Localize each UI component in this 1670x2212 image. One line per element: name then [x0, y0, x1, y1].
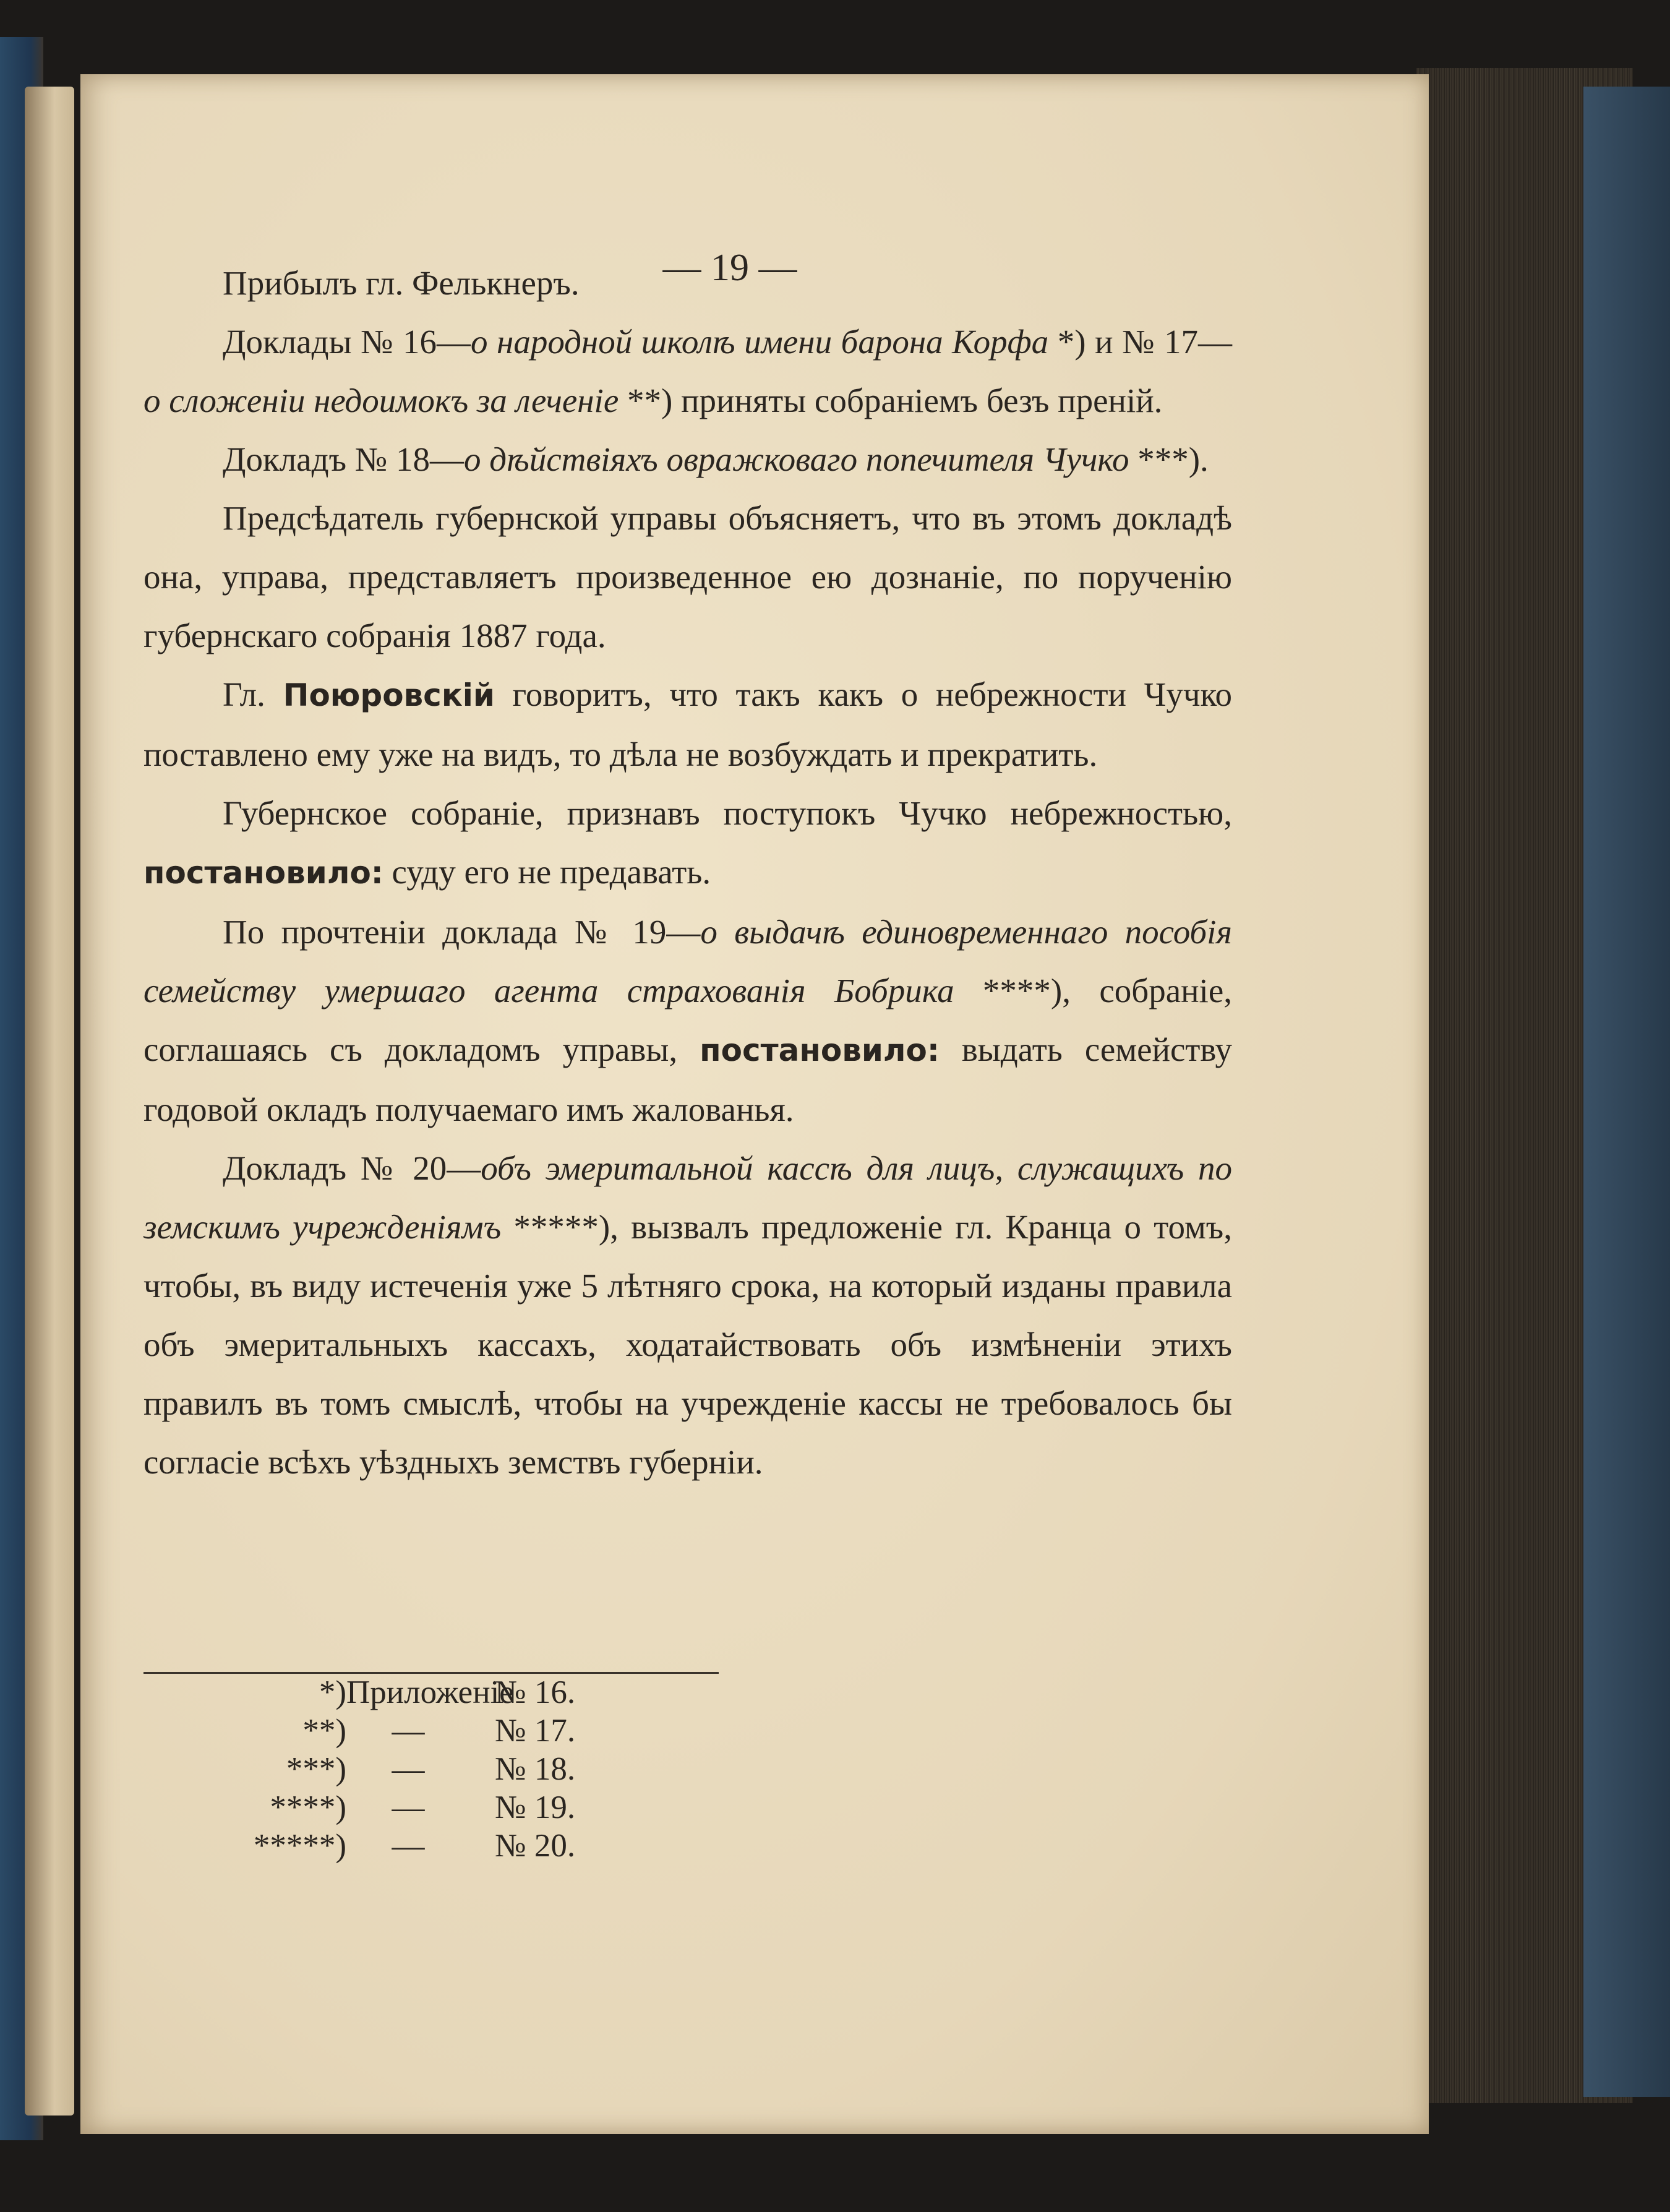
text-run: Гл. [223, 675, 283, 713]
paragraph-4: Предсѣдатель губернской управы объясняетъ, что въ этомъ докладѣ она, управа, представляетъ произведенное ею дознаніе, по порученію губернскаго собранія 1887 года. [143, 499, 1232, 654]
text-run: выдать семейству годовой окладъ получаемаго имъ жалованья. [143, 1031, 1233, 1128]
footnote-number: № 16. [495, 1674, 576, 1710]
italic-title: объ эмеритальной кассѣ для лицъ, служащихъ по земскимъ учрежденіямъ [143, 1149, 1232, 1246]
footnote-label: Приложеніе [346, 1674, 514, 1710]
footnote-label: — [392, 1790, 425, 1825]
text-run: суду его не предавать. [383, 853, 711, 891]
body-text [143, 254, 1232, 1491]
text-run: Доклады № 16— [223, 323, 471, 361]
bold-name: Поюровскій [283, 677, 495, 713]
paragraph-5 [143, 665, 1232, 784]
text-run: Докладъ № 18— [223, 440, 464, 478]
text-run: *) и № 17— [1048, 323, 1232, 361]
footnote-row [210, 1673, 631, 1712]
text-run: говоритъ, что такъ какъ о небрежности Чучко поставлено ему уже на видъ, то дѣла не возбуждать и прекратить. [143, 675, 1232, 773]
paragraph-1: Прибылъ гл. Фелькнеръ. [223, 264, 580, 302]
text-run: По прочтеніи доклада № 19— [223, 913, 701, 951]
paragraph-7 [143, 902, 1232, 1139]
italic-title: о народной школѣ имени барона Корфа [470, 323, 1049, 361]
page-number: — 19 — [662, 247, 797, 289]
text-run: Губернское собраніе, признавъ поступокъ Чучко небрежностью, [223, 794, 1232, 832]
footnotes [210, 1673, 631, 1865]
footnote-mark: ***) [286, 1751, 346, 1787]
bold-keyword: постановило: [143, 855, 383, 891]
footnote-label: — [392, 1828, 425, 1864]
text-run: Докладъ № 20— [223, 1149, 481, 1187]
text-run: **) приняты собраніемъ безъ преній. [619, 382, 1163, 419]
paragraph-8 [143, 1139, 1232, 1491]
footnote-number: № 20. [495, 1828, 576, 1864]
italic-title: о дѣйствіяхъ овражковаго попечителя Чучко [464, 440, 1129, 478]
footnote-number: № 17. [495, 1713, 576, 1749]
footnote-label: — [392, 1751, 425, 1787]
italic-title: о выдачѣ единовременнаго пособія семейству умершаго агента страхованія Бобрика [143, 913, 1232, 1010]
bold-keyword: постановило: [700, 1032, 940, 1068]
text-run: ****), собраніе, соглашаясь съ докладомъ управы, [143, 972, 1232, 1068]
paragraph-2 [143, 312, 1232, 430]
footnote-number: № 18. [495, 1751, 576, 1787]
right-cover [1583, 87, 1670, 2097]
footnote-row [210, 1788, 631, 1827]
footnote-row [210, 1712, 631, 1750]
footnote-row [210, 1827, 631, 1865]
text-run: ***). [1129, 440, 1209, 478]
italic-title: о сложеніи недоимокъ за леченіе [143, 382, 619, 419]
footnote-row [210, 1750, 631, 1788]
footnote-mark: *) [319, 1674, 346, 1710]
paragraph-3 [143, 430, 1232, 489]
footnote-mark: *****) [253, 1828, 346, 1864]
text-run: *****), вызвалъ предложеніе гл. Кранца о томъ, чтобы, въ виду истеченія уже 5 лѣтняго срока, на который изданы правила объ эмеритальныхъ кассахъ, ходатайствовать объ измѣненіи этихъ правилъ въ томъ смыслѣ, чтобы на учрежденіе кассы не требовалось бы согласіе всѣхъ уѣздныхъ земствъ губерніи. [143, 1208, 1232, 1481]
footnote-label: — [392, 1713, 425, 1749]
left-page-edge [25, 87, 74, 2116]
footnote-mark: **) [302, 1713, 346, 1749]
paragraph-6 [143, 784, 1232, 902]
footnote-mark: ****) [270, 1790, 346, 1825]
footnote-number: № 19. [495, 1790, 576, 1825]
